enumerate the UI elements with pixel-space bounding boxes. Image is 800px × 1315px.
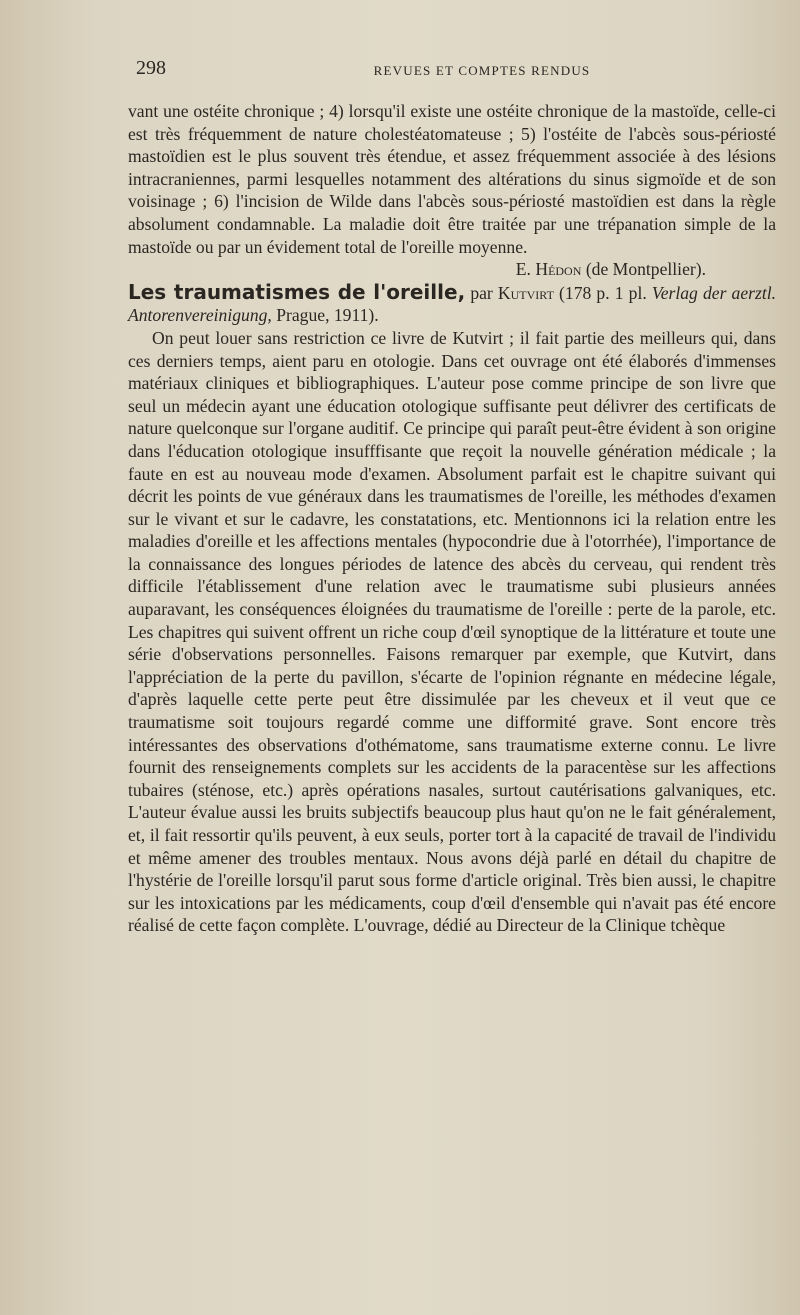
main-text <box>128 100 776 937</box>
review-place-date: Prague, 1911). <box>276 305 379 326</box>
page-header <box>124 57 780 87</box>
review-publisher: Verlag der aerztl. Antorenvereinigung, <box>128 282 777 326</box>
page-number: 298 <box>136 57 166 79</box>
signature-name: Hédon <box>535 259 582 280</box>
signature-initial: E. <box>515 259 531 280</box>
review-by: par <box>470 282 493 303</box>
running-head: REVUES ET COMPTES RENDUS <box>373 63 591 78</box>
review-title: Les traumatismes de l'oreille, <box>128 279 466 304</box>
reviewer-signature <box>128 258 776 281</box>
review-text: On peut louer sans restriction ce livre de Kutvirt ; il fait partie des meilleurs qui, dans ces derniers temps, aient paru en otologie. Dans cet ouvrage ont été élaborés d'immenses matériaux cliniques et bibliographiques. L'auteur pose comme principe de son livre que seul un médecin ayant une éducation otologique suffisante peut délivrer des certificats de nature quelconque sur l'organe auditif. Ce principe qui paraît peut-être évident à son origine dans l'éducation otologique insufffisante que reçoit la nouvelle génération médicale ; la faute en est au nouveau mode d'examen. Absolument parfait est le chapitre suivant qui décrit les points de vue généraux dans les traumatismes de l'oreille, les méthodes d'examen sur le vivant et sur le cadavre, les constatations, etc. Mentionnons ici la relation entre les maladies d'oreille et les affections mentales (hypocondrie due à l'otorrhée), l'importance de la connaissance des longues périodes de latence des abcès du cerveau, qui rendent très difficile l'établissement d'une relation avec le traumatisme subi plusieurs années auparavant, les conséquences éloignées du traumatisme de l'oreille : perte de la parole, etc. Les chapitres qui suivent offrent un riche coup d'œil synoptique de la littérature et toute une série d'observations personnelles. Faisons remarquer par exemple, que Kutvirt, dans l'appréciation de la perte du pavillon, s'écarte de l'opinion régnante en médecine légale, d'après laquelle cette perte peut être dissimulée par les cheveux et il veut que ce traumatisme soit toujours regardé comme une difformité grave. Sont encore très intéressantes des observations d'othématome, sans traumatisme externe connu. Le livre fournit des renseignements complets sur les accidents de la paracentèse sur les affections tubaires (sténose, etc.) après opérations nasales, surtout cautérisations galvaniques, etc. L'auteur évalue aussi les bruits subjectifs beaucoup plus haut qu'on ne le fait généralement, et, il fait ressortir qu'ils peuvent, à eux seuls, porter tort à la capacité de travail de l'individu et même amener des troubles mentaux. Nous avons déjà parlé en détail du chapitre de l'hystérie de l'oreille lorsqu'il parut sous forme d'article original. Très bien aussi, le chapitre sur les intoxications par les médicaments, coup d'œil d'ensemble qui n'avait pas été encore réalisé de cette façon complète. L'ouvrage, dédié au Directeur de la Clinique tchèque <box>128 327 776 936</box>
review-pages: (178 p. 1 pl. <box>559 282 647 303</box>
paragraph-continuation: vant une ostéite chronique ; 4) lorsqu'il existe une ostéite chronique de la mastoïde, celle-ci est très fréquemment de nature cholestéatomateuse ; 5) l'ostéite de l'abcès sous-périosté mastoïdien est le plus souvent très étendue, et assez fréquemment associée à des lésions intracraniennes, parmi lesquelles notamment des altérations du sinus sigmoïde et de son voisinage ; 6) l'incision de Wilde dans l'abcès sous-périosté mastoïdien est dans la règle absolument condamnable. La maladie doit être traitée par une trépanation simple de la mastoïde ou par un évidement total de l'oreille moyenne. <box>128 101 776 257</box>
review-author: Kutvirt <box>497 282 554 303</box>
signature-affiliation: (de Montpellier). <box>585 259 706 280</box>
review-heading <box>128 281 776 327</box>
